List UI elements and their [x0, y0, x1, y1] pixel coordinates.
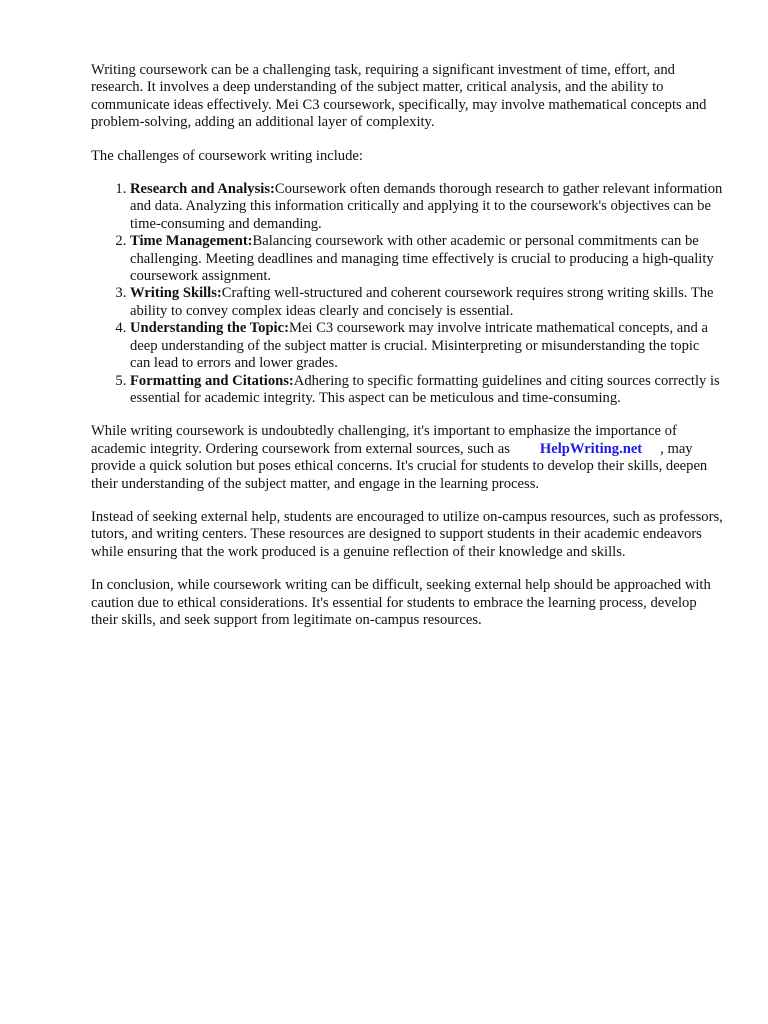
list-item-text: Coursework often demands thorough research to gather relevant information and data. Analyzing this information critically and applying it to the coursework's objectives can be time-consuming and demanding.: [130, 181, 723, 232]
list-item-text: Mei C3 coursework may involve intricate mathematical concepts, and a deep understanding of the subject matter is crucial. Misinterpreting or misunderstanding the topic can lead to errors and lower grades.: [130, 320, 708, 372]
list-item-text: Balancing coursework with other academic or personal commitments can be challenging. Meeting deadlines and managing time effectively is crucial to producing a high-quality coursework assignment.: [130, 233, 714, 285]
list-item-term: Writing Skills:: [130, 285, 222, 302]
list-item: [130, 233, 723, 285]
challenges-list: [91, 181, 723, 407]
list-item-text: Adhering to specific formatting guidelines and citing sources correctly is essential for academic integrity. This aspect can be meticulous and time-consuming.: [130, 372, 720, 406]
document-page: [91, 62, 723, 645]
integrity-text-after: , may provide a quick solution but poses ethical concerns. It's crucial for students to develop their skills, deepen their understanding of the subject matter, and engage in the learning process.: [91, 440, 708, 492]
list-item-term: Time Management:: [130, 233, 253, 250]
intro-paragraph: Writing coursework can be a challenging task, requiring a significant investment of time, effort, and research. It involves a deep understanding of the subject matter, critical analysis, and the ability to communicate ideas effectively. Mei C3 coursework, specifically, may involve mathematical concepts and problem-solving, adding an additional layer of complexity.: [91, 62, 707, 131]
integrity-text-before: While writing coursework is undoubtedly challenging, it's important to emphasize the importance of academic integrity. Ordering coursework from external sources, such as: [91, 423, 677, 457]
list-item: [130, 181, 723, 233]
integrity-paragraph: [91, 423, 723, 493]
helpwriting-link[interactable]: HelpWriting.net: [539, 440, 643, 457]
resources-paragraph: Instead of seeking external help, students are encouraged to utilize on-campus resources, such as professors, tutors, and writing centers. These resources are designed to support students in their academic endeavors while ensuring that the work produced is a genuine reflection of their knowledge and skills.: [91, 508, 723, 560]
challenges-heading: The challenges of coursework writing include:: [91, 147, 363, 164]
list-item-term: Understanding the Topic:: [130, 320, 289, 337]
list-item-term: Research and Analysis:: [130, 181, 275, 198]
list-item: [130, 373, 723, 408]
conclusion-paragraph: In conclusion, while coursework writing can be difficult, seeking external help should be approached with caution due to ethical considerations. It's essential for students to embrace the learning process, develop their skills, and seek support from legitimate on-campus resources.: [91, 577, 711, 628]
list-item: [130, 285, 723, 320]
list-item: [130, 320, 723, 372]
list-item-term: Formatting and Citations:: [130, 372, 294, 389]
list-item-text: Crafting well-structured and coherent coursework requires strong writing skills. The ability to convey complex ideas clearly and concisely is essential.: [130, 285, 714, 319]
